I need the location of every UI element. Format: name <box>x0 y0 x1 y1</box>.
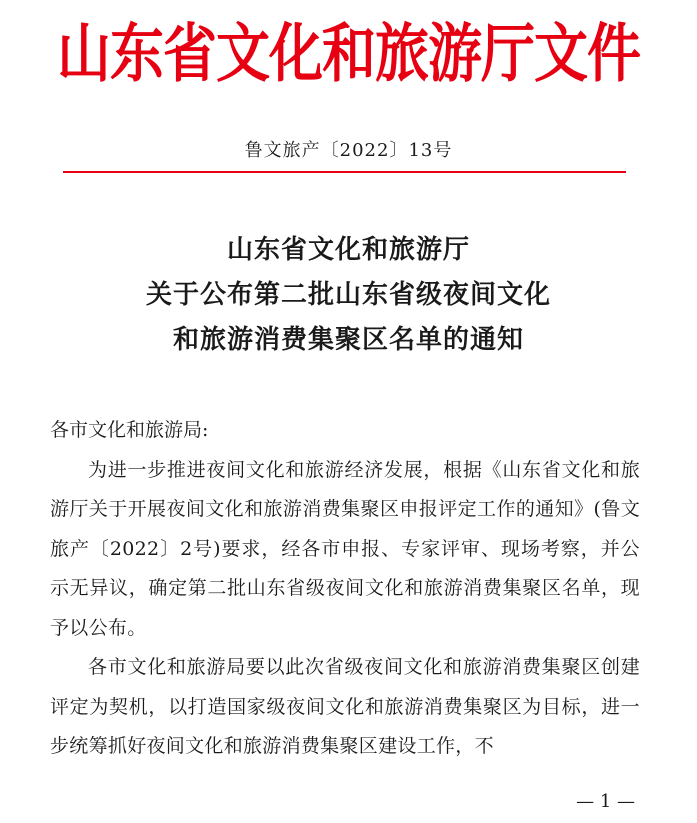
red-divider-line <box>63 171 626 173</box>
salutation: 各市文化和旅游局: <box>50 419 209 441</box>
title-line: 和旅游消费集聚区名单的通知 <box>172 325 524 355</box>
document-number: 鲁文旅产〔2022〕13号 <box>244 140 453 161</box>
title-line: 关于公布第二批山东省级夜间文化 <box>145 280 551 310</box>
document-masthead: 山东省文化和旅游厅文件 <box>57 15 640 91</box>
document-body <box>50 411 640 767</box>
title-line: 山东省文化和旅游厅 <box>226 235 470 265</box>
body-paragraph: 为进一步推进夜间文化和旅游经济发展，根据《山东省文化和旅游厅关于开展夜间文化和旅游消费集聚区申报评定工作的通知》(鲁文旅产〔2022〕2号)要求，经各市申报、专家评审、现场考察，并公示无异议，确定第二批山东省级夜间文化和旅游消费集聚区名单，现予以公布。 <box>50 458 640 639</box>
body-paragraph: 各市文化和旅游局要以此次省级夜间文化和旅游消费集聚区创建评定为契机，以打造国家级夜间文化和旅游消费集聚区为目标，进一步统筹抓好夜间文化和旅游消费集聚区建设工作，不 <box>50 656 640 757</box>
page-number: — 1 — <box>576 791 635 812</box>
document-title <box>0 228 697 363</box>
